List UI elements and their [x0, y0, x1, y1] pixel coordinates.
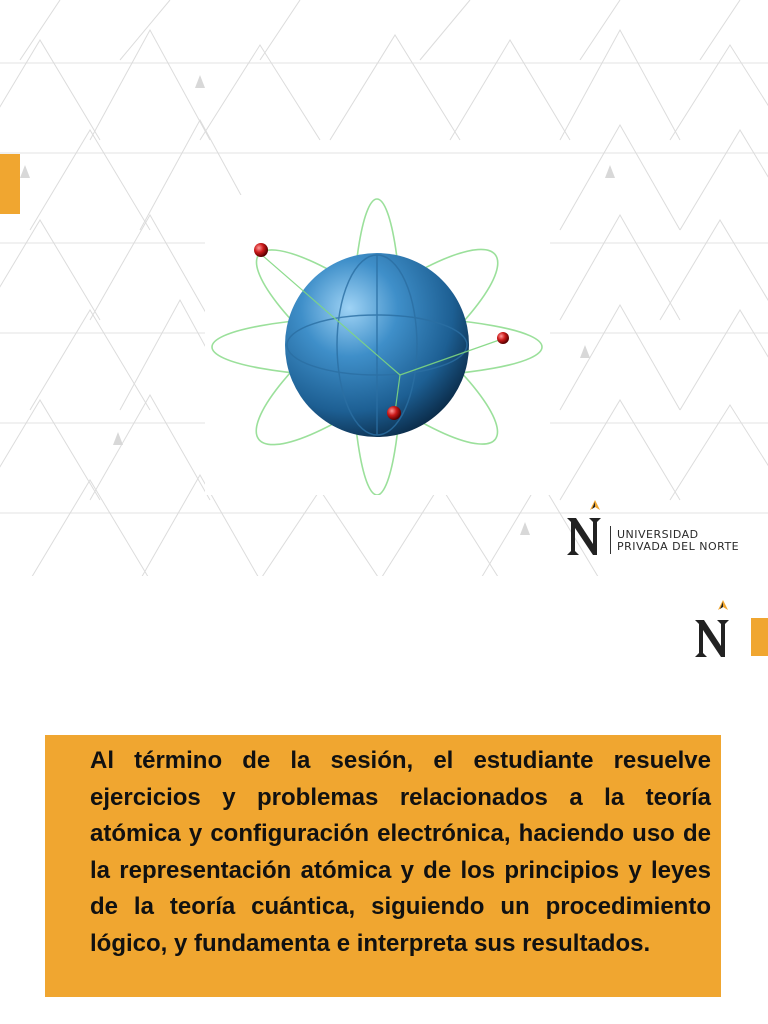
university-logo-icon: [690, 598, 738, 660]
atom-illustration: [205, 195, 550, 495]
accent-bar-left: [0, 154, 20, 214]
university-logo-icon: [562, 498, 610, 558]
university-name: [617, 529, 739, 553]
accent-bar-right: [751, 618, 768, 656]
learning-objective-box: [45, 735, 721, 997]
logo-divider: [610, 526, 611, 554]
university-name-line2: PRIVADA DEL NORTE: [617, 540, 740, 553]
learning-objective-text: Al término de la sesión, el estudiante resuelve ejercicios y problemas relacionados a la teoría atómica y configuración electrónica, haciendo uso de la representación atómica y de los principios y leyes de la teoría cuántica, siguiendo un procedimiento lógico, y fundamenta e interpreta sus resultados.: [90, 747, 711, 957]
university-logo: [562, 498, 762, 558]
university-name-line1: UNIVERSIDAD: [617, 528, 699, 541]
